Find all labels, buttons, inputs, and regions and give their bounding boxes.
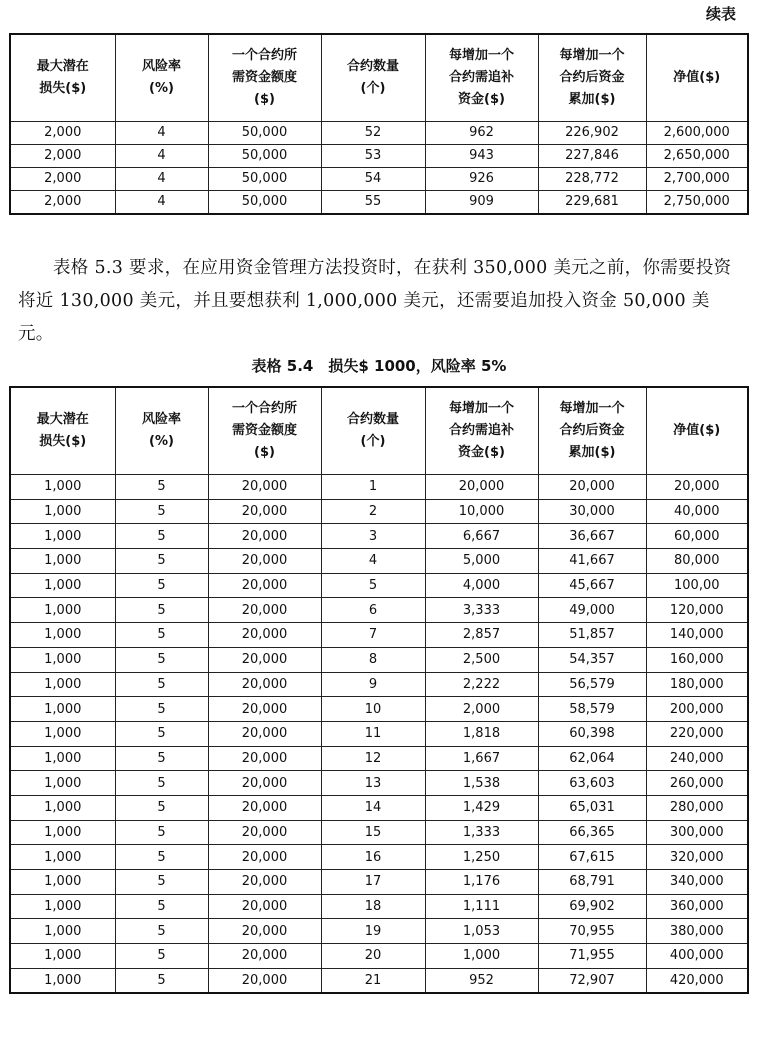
table-cell: 45,667 (538, 573, 646, 598)
table-cell: 49,000 (538, 598, 646, 623)
column-header (646, 387, 748, 475)
table-cell: 1,000 (10, 647, 115, 672)
table-cell: 5 (115, 771, 208, 796)
table-cell: 1,000 (10, 746, 115, 771)
table-cell: 1,053 (425, 919, 538, 944)
table-cell: 60,000 (646, 524, 748, 549)
table-row (10, 623, 748, 648)
table-cell: 8 (321, 647, 425, 672)
table-5-4 (9, 386, 749, 994)
table-cell: 4 (115, 191, 208, 215)
table-cell: 20,000 (646, 475, 748, 500)
table-row (10, 122, 748, 145)
table-cell: 36,667 (538, 524, 646, 549)
table-caption: 表格 5.4 损失$ 1000，风险率 5% (251, 357, 507, 375)
table-cell: 50,000 (208, 168, 321, 191)
table-cell: 6,667 (425, 524, 538, 549)
column-header (115, 387, 208, 475)
table-row (10, 820, 748, 845)
table-cell: 15 (321, 820, 425, 845)
column-header (321, 387, 425, 475)
table-cell: 72,907 (538, 968, 646, 993)
table-cell: 20,000 (208, 746, 321, 771)
table-cell: 2,000 (10, 191, 115, 215)
table-cell: 240,000 (646, 746, 748, 771)
table-row (10, 549, 748, 574)
column-header (646, 34, 748, 122)
table-cell: 20,000 (208, 944, 321, 969)
table-cell: 5 (321, 573, 425, 598)
column-header-line: (%) (149, 434, 174, 449)
column-header (538, 34, 646, 122)
table-cell: 1,000 (10, 549, 115, 574)
table-5-3-continued (9, 33, 749, 215)
column-header (425, 387, 538, 475)
table-cell: 5 (115, 573, 208, 598)
table-cell: 1,000 (10, 573, 115, 598)
table-cell: 69,902 (538, 894, 646, 919)
table-cell: 56,579 (538, 672, 646, 697)
table-cell: 12 (321, 746, 425, 771)
table-cell: 2,857 (425, 623, 538, 648)
table-row (10, 944, 748, 969)
table-cell: 17 (321, 870, 425, 895)
table-cell: 1,000 (10, 894, 115, 919)
table-cell: 20,000 (208, 820, 321, 845)
table-cell: 5 (115, 524, 208, 549)
table-cell: 20,000 (208, 697, 321, 722)
table-cell: 180,000 (646, 672, 748, 697)
table-cell: 67,615 (538, 845, 646, 870)
table-cell: 4 (115, 168, 208, 191)
table-cell: 1,000 (10, 820, 115, 845)
table-row (10, 573, 748, 598)
table-cell: 1,000 (425, 944, 538, 969)
table-cell: 229,681 (538, 191, 646, 215)
table-cell: 943 (425, 145, 538, 168)
table-cell: 926 (425, 168, 538, 191)
table-cell: 20,000 (208, 870, 321, 895)
table-row (10, 721, 748, 746)
table-cell: 20,000 (208, 623, 321, 648)
table-row (10, 968, 748, 993)
table-cell: 10,000 (425, 499, 538, 524)
column-header-line: (%) (149, 81, 174, 96)
table-cell: 5 (115, 845, 208, 870)
table-row (10, 647, 748, 672)
table-cell: 280,000 (646, 795, 748, 820)
table-cell: 420,000 (646, 968, 748, 993)
table-cell: 65,031 (538, 795, 646, 820)
table-cell: 2,000 (10, 145, 115, 168)
table-cell: 50,000 (208, 145, 321, 168)
table-row (10, 894, 748, 919)
table-cell: 1,000 (10, 598, 115, 623)
table-cell: 20 (321, 944, 425, 969)
table-cell: 21 (321, 968, 425, 993)
table-cell: 4 (321, 549, 425, 574)
table-cell: 5 (115, 968, 208, 993)
table-cell: 5 (115, 549, 208, 574)
table-cell: 1,429 (425, 795, 538, 820)
table-cell: 1,000 (10, 697, 115, 722)
table-row (10, 191, 748, 215)
table-cell: 2,700,000 (646, 168, 748, 191)
header-row (10, 34, 748, 122)
table-cell: 5 (115, 598, 208, 623)
table-cell: 20,000 (208, 968, 321, 993)
table-cell: 380,000 (646, 919, 748, 944)
column-header-line: 每增加一个 (448, 48, 514, 63)
column-header-line: ($) (254, 92, 275, 107)
table-cell: 1,000 (10, 968, 115, 993)
column-header-line: (个) (360, 434, 386, 449)
table-cell: 54,357 (538, 647, 646, 672)
column-header-line: 合约需追补 (448, 70, 514, 85)
column-header-line: (个) (360, 81, 386, 96)
table-cell: 1,000 (10, 771, 115, 796)
table-cell: 2,500 (425, 647, 538, 672)
column-header-line: 每增加一个 (448, 401, 514, 416)
table-header (10, 34, 748, 122)
table-row (10, 598, 748, 623)
column-header-line: 资金($) (458, 445, 505, 460)
table-row (10, 475, 748, 500)
table-cell: 20,000 (208, 573, 321, 598)
table-row (10, 845, 748, 870)
column-header (538, 387, 646, 475)
table-cell: 5 (115, 672, 208, 697)
table-cell: 5 (115, 894, 208, 919)
table-cell: 5 (115, 870, 208, 895)
table-cell: 226,902 (538, 122, 646, 145)
table-cell: 5,000 (425, 549, 538, 574)
table-row (10, 168, 748, 191)
table-cell: 400,000 (646, 944, 748, 969)
table-cell: 2,222 (425, 672, 538, 697)
table-row (10, 795, 748, 820)
table-row (10, 919, 748, 944)
column-header-line: 需资金额度 (231, 423, 297, 438)
table-cell: 20,000 (208, 672, 321, 697)
table-cell: 2 (321, 499, 425, 524)
table-cell: 5 (115, 623, 208, 648)
column-header-line: 最大潜在 (36, 412, 89, 427)
table-cell: 1,250 (425, 845, 538, 870)
table-cell: 5 (115, 499, 208, 524)
column-header-line: 净值($) (673, 423, 721, 438)
table-cell: 1,000 (10, 870, 115, 895)
table-cell: 5 (115, 475, 208, 500)
table-cell: 20,000 (208, 845, 321, 870)
column-header (10, 387, 115, 475)
table-cell: 260,000 (646, 771, 748, 796)
table-cell: 5 (115, 697, 208, 722)
table-cell: 54 (321, 168, 425, 191)
column-header-line: 风险率 (141, 412, 181, 427)
column-header-line: 风险率 (141, 59, 181, 74)
table-cell: 340,000 (646, 870, 748, 895)
table-cell: 2,000 (10, 168, 115, 191)
column-header-line: 最大潜在 (36, 59, 89, 74)
table-cell: 41,667 (538, 549, 646, 574)
table-cell: 14 (321, 795, 425, 820)
table-row (10, 145, 748, 168)
table-cell: 11 (321, 721, 425, 746)
table-cell: 13 (321, 771, 425, 796)
column-header (115, 34, 208, 122)
table-cell: 2,600,000 (646, 122, 748, 145)
table-cell: 160,000 (646, 647, 748, 672)
table-cell: 3 (321, 524, 425, 549)
table-cell: 1,000 (10, 672, 115, 697)
column-header-line: 需资金额度 (231, 70, 297, 85)
table-cell: 20,000 (538, 475, 646, 500)
table-cell: 20,000 (208, 647, 321, 672)
table-cell: 200,000 (646, 697, 748, 722)
table-cell: 1,000 (10, 919, 115, 944)
table-cell: 1,000 (10, 475, 115, 500)
table-cell: 66,365 (538, 820, 646, 845)
table-cell: 20,000 (208, 771, 321, 796)
table-cell: 1,000 (10, 623, 115, 648)
table-cell: 4,000 (425, 573, 538, 598)
column-header-line: 一个合约所 (231, 401, 297, 416)
table-cell: 71,955 (538, 944, 646, 969)
table-cell: 1,000 (10, 721, 115, 746)
column-header-line: 合约后资金 (559, 70, 625, 85)
table-cell: 5 (115, 647, 208, 672)
table-cell: 63,603 (538, 771, 646, 796)
column-header-line: 累加($) (568, 445, 616, 460)
table-cell: 1 (321, 475, 425, 500)
table-cell: 2,000 (10, 122, 115, 145)
table-cell: 19 (321, 919, 425, 944)
table-cell: 3,333 (425, 598, 538, 623)
table-cell: 60,398 (538, 721, 646, 746)
table-row (10, 499, 748, 524)
table-cell: 20,000 (425, 475, 538, 500)
table-cell: 1,818 (425, 721, 538, 746)
table-row (10, 672, 748, 697)
table-cell: 7 (321, 623, 425, 648)
table-cell: 228,772 (538, 168, 646, 191)
table-cell: 5 (115, 919, 208, 944)
column-header (10, 34, 115, 122)
table-cell: 55 (321, 191, 425, 215)
table-cell: 300,000 (646, 820, 748, 845)
table-cell: 5 (115, 820, 208, 845)
column-header-line: 损失($) (39, 434, 87, 449)
column-header-line: 一个合约所 (231, 48, 297, 63)
table-cell: 1,000 (10, 944, 115, 969)
table-cell: 962 (425, 122, 538, 145)
column-header-line: 合约后资金 (559, 423, 625, 438)
table-cell: 50,000 (208, 191, 321, 215)
body-paragraph: 表格 5.3 要求，在应用资金管理方法投资时，在获利 350,000 美元之前，你需要投资将近 130,000 美元，并且要想获利 1,000,000 美元，还需要追加投入资金 50,000 美元。 (18, 258, 732, 344)
table-row (10, 771, 748, 796)
table-row (10, 746, 748, 771)
column-header-line: 累加($) (568, 92, 616, 107)
column-header-line: 每增加一个 (559, 48, 625, 63)
table-row (10, 870, 748, 895)
table-cell: 6 (321, 598, 425, 623)
table-cell: 4 (115, 145, 208, 168)
table-cell: 5 (115, 944, 208, 969)
table-cell: 2,750,000 (646, 191, 748, 215)
table-cell: 909 (425, 191, 538, 215)
table-cell: 2,000 (425, 697, 538, 722)
column-header-line: 合约数量 (346, 59, 399, 74)
table-cell: 952 (425, 968, 538, 993)
table-cell: 1,000 (10, 795, 115, 820)
table-cell: 9 (321, 672, 425, 697)
table-header (10, 387, 748, 475)
table-cell: 58,579 (538, 697, 646, 722)
column-header (321, 34, 425, 122)
table-cell: 360,000 (646, 894, 748, 919)
table-cell: 51,857 (538, 623, 646, 648)
table-cell: 1,000 (10, 845, 115, 870)
table-cell: 20,000 (208, 795, 321, 820)
column-header-line: 资金($) (458, 92, 505, 107)
table-cell: 20,000 (208, 721, 321, 746)
table-cell: 20,000 (208, 475, 321, 500)
table-row (10, 697, 748, 722)
table-cell: 1,000 (10, 524, 115, 549)
header-row (10, 387, 748, 475)
table-cell: 1,538 (425, 771, 538, 796)
table-cell: 16 (321, 845, 425, 870)
table-cell: 2,650,000 (646, 145, 748, 168)
column-header (208, 34, 321, 122)
table-cell: 30,000 (538, 499, 646, 524)
table-cell: 80,000 (646, 549, 748, 574)
table-cell: 5 (115, 795, 208, 820)
column-header-line: ($) (254, 445, 275, 460)
table-cell: 52 (321, 122, 425, 145)
table-cell: 20,000 (208, 894, 321, 919)
column-header-line: 损失($) (39, 81, 87, 96)
table-cell: 1,000 (10, 499, 115, 524)
table-cell: 18 (321, 894, 425, 919)
column-header-line: 合约需追补 (448, 423, 514, 438)
column-header-line: 净值($) (673, 70, 721, 85)
table-cell: 4 (115, 122, 208, 145)
table-cell: 20,000 (208, 499, 321, 524)
table-cell: 220,000 (646, 721, 748, 746)
column-header (425, 34, 538, 122)
column-header-line: 每增加一个 (559, 401, 625, 416)
table-cell: 62,064 (538, 746, 646, 771)
table-cell: 1,667 (425, 746, 538, 771)
table-cell: 320,000 (646, 845, 748, 870)
table-cell: 10 (321, 697, 425, 722)
table-cell: 1,111 (425, 894, 538, 919)
table-cell: 68,791 (538, 870, 646, 895)
table-cell: 53 (321, 145, 425, 168)
table-cell: 70,955 (538, 919, 646, 944)
table-cell: 140,000 (646, 623, 748, 648)
table-cell: 20,000 (208, 598, 321, 623)
table-cell: 20,000 (208, 919, 321, 944)
continued-table-label: 续表 (705, 5, 736, 23)
table-cell: 100,00 (646, 573, 748, 598)
table-cell: 227,846 (538, 145, 646, 168)
table-row (10, 524, 748, 549)
column-header-line: 合约数量 (346, 412, 399, 427)
column-header (208, 387, 321, 475)
table-cell: 1,333 (425, 820, 538, 845)
table-cell: 20,000 (208, 549, 321, 574)
table-cell: 5 (115, 746, 208, 771)
table-cell: 5 (115, 721, 208, 746)
table-cell: 40,000 (646, 499, 748, 524)
table-cell: 50,000 (208, 122, 321, 145)
table-cell: 1,176 (425, 870, 538, 895)
table-cell: 20,000 (208, 524, 321, 549)
table-cell: 120,000 (646, 598, 748, 623)
